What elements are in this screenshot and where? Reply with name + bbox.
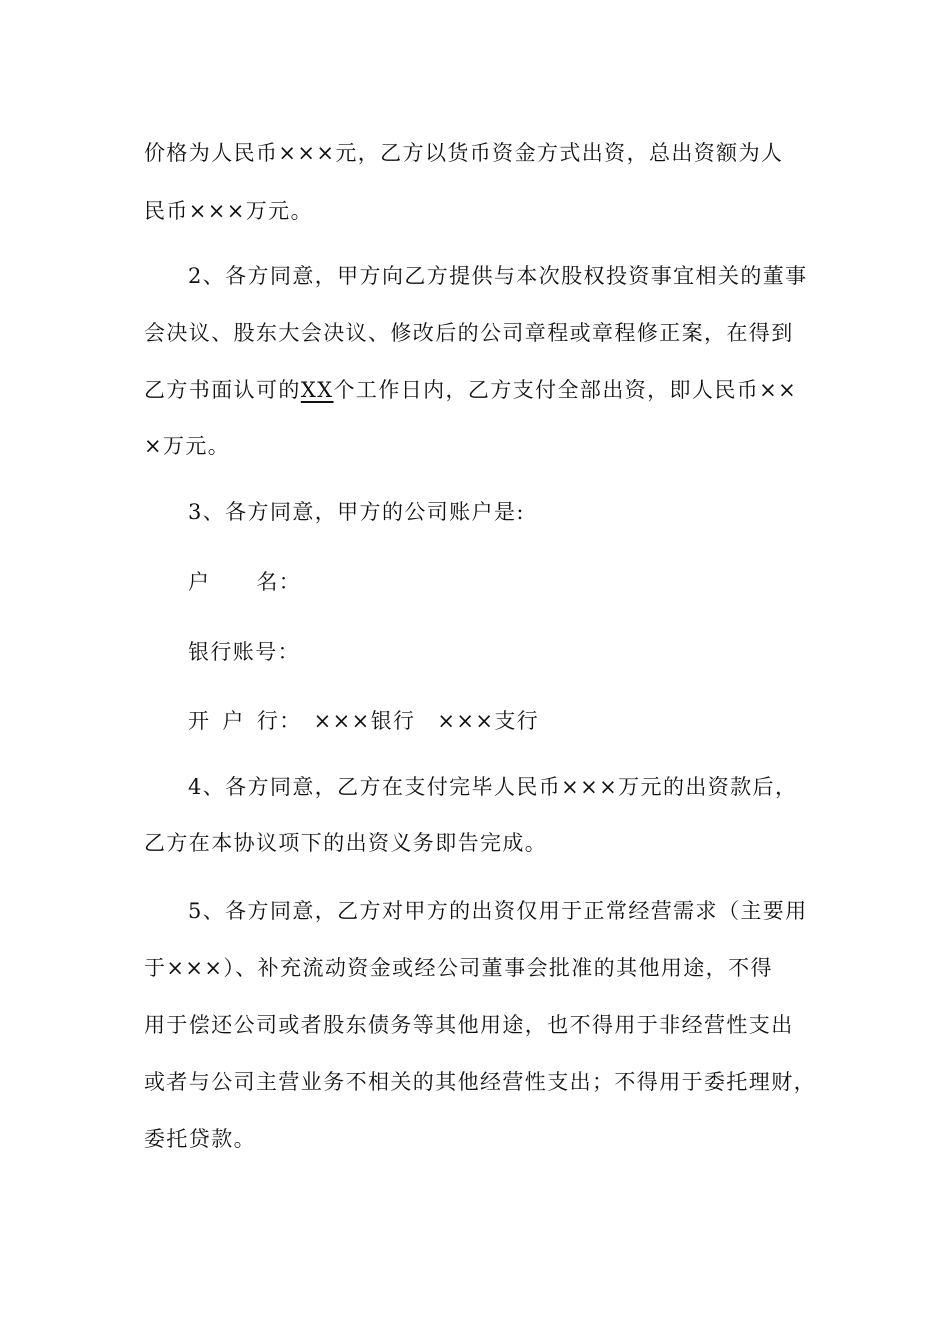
blank-days-field: XX (300, 378, 334, 402)
paragraph-1-line-1: 价格为人民币×××元，乙方以货币资金方式出资，总出资额为人 (144, 141, 784, 165)
paragraph-5-line-2: 于×××）、补充流动资金或经公司董事会批准的其他用途，不得 (144, 956, 773, 980)
account-number-line: 银行账号： (188, 640, 300, 664)
bank-label-a: 开 (188, 709, 211, 733)
bank-label-b: 户 (222, 709, 245, 733)
paragraph-4-line-1: 4、各方同意，乙方在支付完毕人民币×××万元的出资款后， (188, 775, 798, 799)
paragraph-5-line-3: 用于偿还公司或者股东债务等其他用途，也不得用于非经营性支出 (144, 1013, 794, 1037)
paragraph-2-line-2: 会决议、股东大会决议、修改后的公司章程或章程修正案，在得到 (144, 321, 794, 345)
paragraph-2-line-1: 2、各方同意，甲方向乙方提供与本次股权投资事宜相关的董事 (188, 264, 808, 288)
paragraph-2-line-3-prefix: 乙方书面认可的 (144, 378, 301, 402)
paragraph-5-line-4: 或者与公司主营业务不相关的其他经营性支出；不得用于委托理财， (144, 1070, 816, 1094)
account-name-line (188, 567, 824, 597)
paragraph-2-line-4: ×万元。 (144, 434, 231, 458)
paragraph-1-line-2: 民币×××万元。 (144, 199, 313, 223)
paragraph-5-line-1: 5、各方同意，乙方对甲方的出资仅用于正常经营需求（主要用 (188, 899, 808, 923)
paragraph-2-line-3 (144, 375, 824, 405)
account-bank-line (188, 706, 824, 736)
paragraph-4-line-2: 乙方在本协议项下的出资义务即告完成。 (144, 831, 548, 855)
paragraph-2-line-3-suffix: 个工作日内，乙方支付全部出资，即人民币×× (333, 378, 798, 402)
paragraph-5-line-5: 委托贷款。 (144, 1127, 256, 1151)
account-name-label-b: 名： (256, 570, 302, 594)
bank-value-b: ×××支行 (437, 709, 540, 733)
paragraph-3-line-1: 3、各方同意，甲方的公司账户是: (188, 500, 525, 524)
bank-value-a: ×××银行 (313, 709, 416, 733)
bank-label-c: 行： (256, 709, 302, 733)
account-name-label-a: 户 (188, 570, 211, 594)
